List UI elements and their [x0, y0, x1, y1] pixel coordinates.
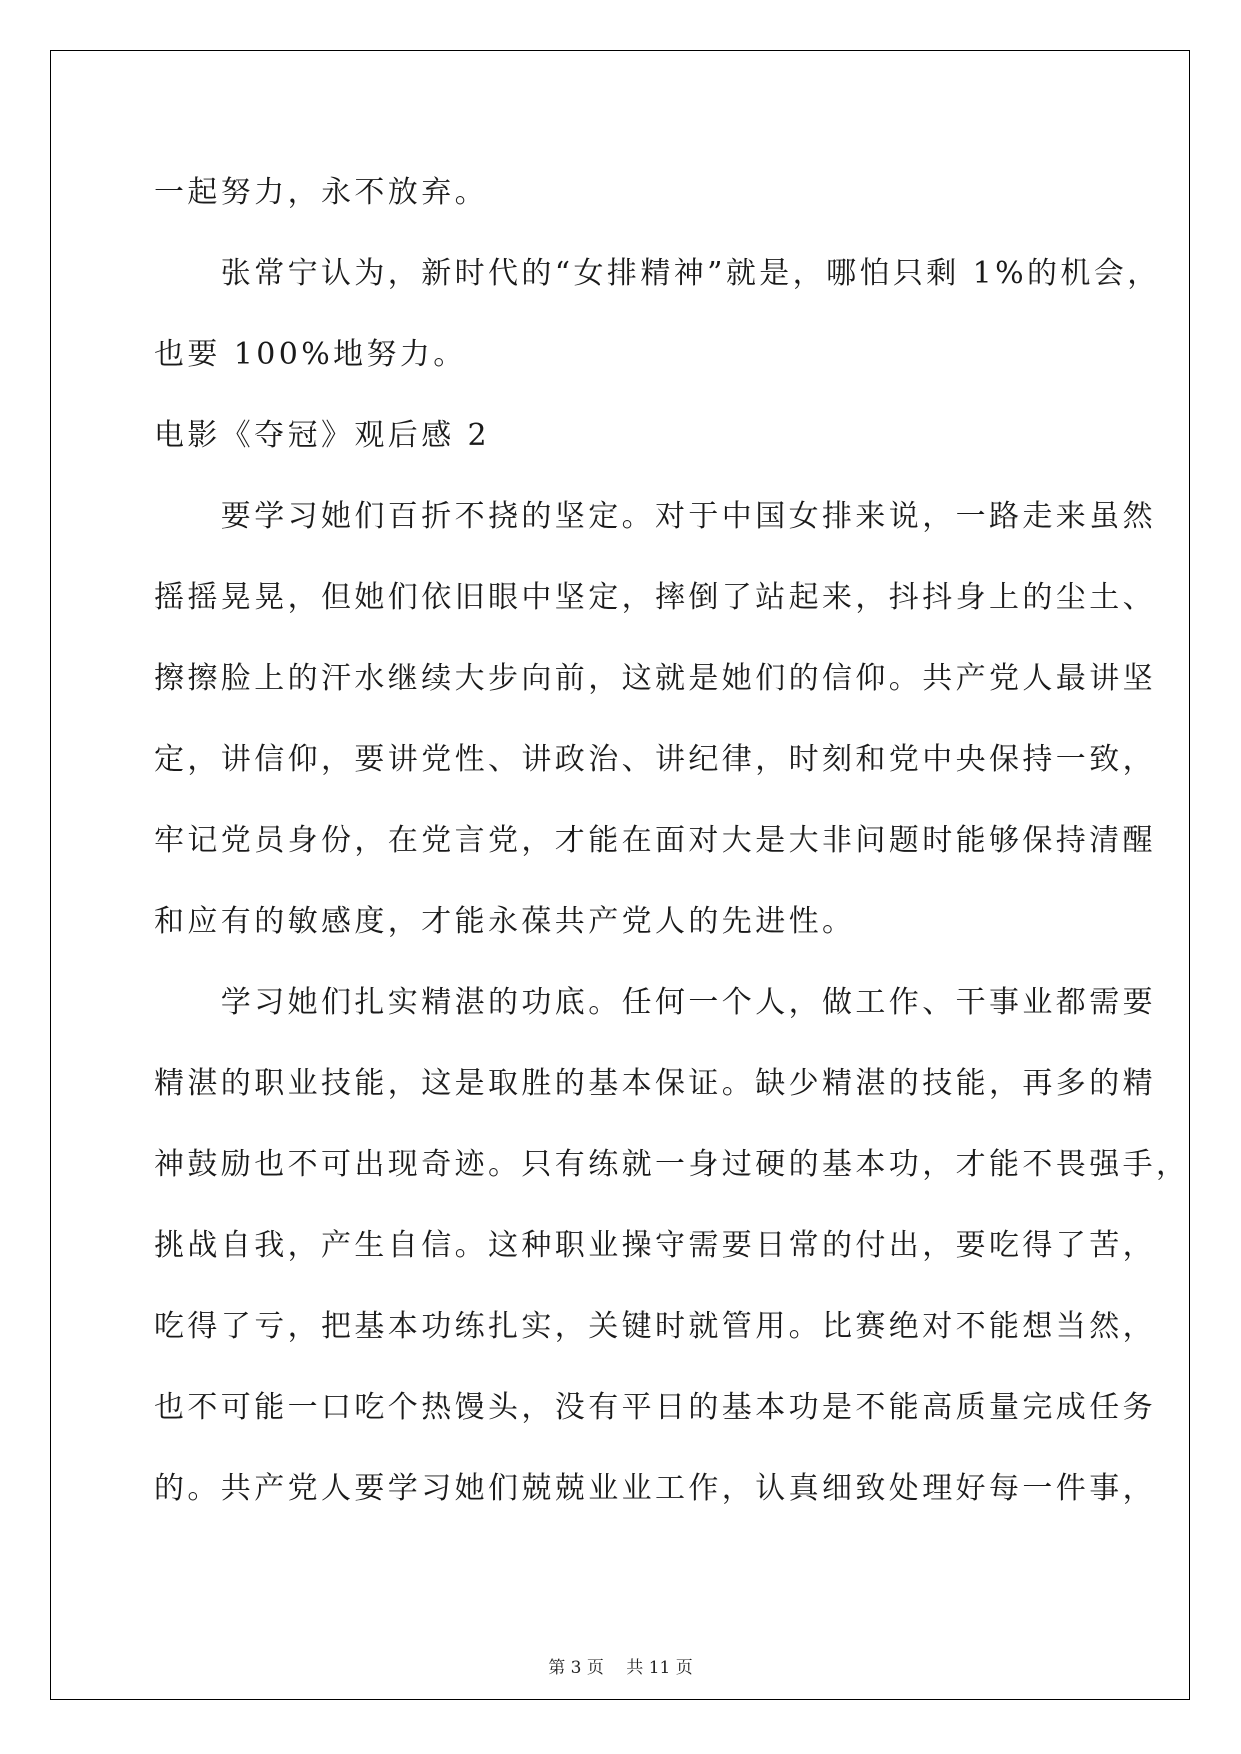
section-heading: 电影《夺冠》观后感 2	[154, 418, 491, 453]
text-line: 张常宁认为，新时代的“女排精神”就是，哪怕只剩 1%的机会，	[154, 256, 1161, 291]
text-line: 吃得了亏，把基本功练扎实，关键时就管用。比赛绝对不能想当然，	[154, 1309, 1156, 1344]
text-line: 也要 100%地努力。	[154, 337, 467, 372]
page-border	[50, 50, 1190, 1700]
text-line: 要学习她们百折不挠的坚定。对于中国女排来说，一路走来虽然	[154, 499, 1156, 534]
text-line: 牢记党员身份，在党言党，才能在面对大是大非问题时能够保持清醒	[154, 823, 1156, 858]
text-line: 的。共产党人要学习她们兢兢业业工作，认真细致处理好每一件事，	[154, 1471, 1156, 1506]
text-line: 挑战自我，产生自信。这种职业操守需要日常的付出，要吃得了苦，	[154, 1228, 1156, 1263]
page-number-footer: 第 3 页 共 11 页	[548, 1658, 693, 1678]
text-line: 精湛的职业技能，这是取胜的基本保证。缺少精湛的技能，再多的精	[154, 1066, 1156, 1101]
text-line: 神鼓励也不可出现奇迹。只有练就一身过硬的基本功，才能不畏强手，	[154, 1147, 1190, 1182]
text-line: 和应有的敏感度，才能永葆共产党人的先进性。	[154, 904, 856, 939]
text-line: 擦擦脸上的汗水继续大步向前，这就是她们的信仰。共产党人最讲坚	[154, 661, 1156, 696]
text-line: 定，讲信仰，要讲党性、讲政治、讲纪律，时刻和党中央保持一致，	[154, 742, 1156, 777]
text-line: 也不可能一口吃个热馒头，没有平日的基本功是不能高质量完成任务	[154, 1390, 1156, 1425]
text-line: 摇摇晃晃，但她们依旧眼中坚定，摔倒了站起来，抖抖身上的尘土、	[154, 580, 1156, 615]
text-line: 学习她们扎实精湛的功底。任何一个人，做工作、干事业都需要	[154, 985, 1156, 1020]
text-line: 一起努力，永不放弃。	[154, 175, 488, 210]
